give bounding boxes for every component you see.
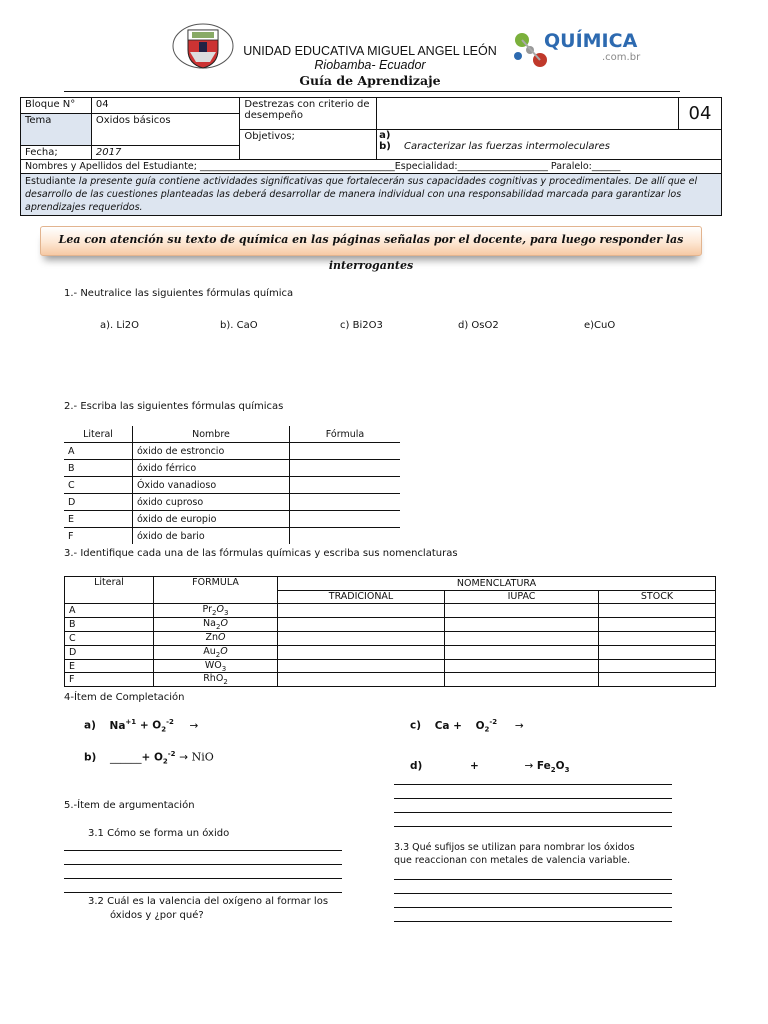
answer-line[interactable] [64,850,342,851]
info-table [20,97,722,216]
q3-table [64,576,716,687]
student-text: la presente guía contiene actividades significativas que fortalecerán sus capacidades cognitivas y procedimentales. De allí que el desarrollo de las cuestiones planteadas las deberá desarrollar de manera individual con una responsabilidad marcada para garantizar los aprendizajes requeridos. [25,176,698,213]
answer-line[interactable] [394,798,672,799]
q3-literal: A [65,604,154,618]
q2-formula-d[interactable] [290,494,401,511]
q4-title: 4-Ítem de Completación [64,692,185,703]
q4-c-o-charge: -2 [489,718,498,726]
q2-literal-a: A [64,443,133,460]
q2-header-literal: Literal [64,426,133,443]
tema-label: Tema [21,114,92,146]
q4-b-result: NiO [191,750,214,764]
q3-formula-part: 3 [223,608,229,617]
objetivo-b-text: Caracterizar las fuerzas intermoleculares [404,141,610,152]
q4-d-o-sub: 3 [564,766,570,775]
q3-formula [154,659,278,673]
header-divider [64,91,680,92]
q3-answer-tradicional[interactable] [278,631,445,645]
q3-literal: D [65,645,154,659]
school-city: Riobamba- Ecuador [314,58,426,72]
objetivo-a: a) [379,130,391,141]
q4-a-arrow: → [189,719,199,732]
q3-answer-iupac[interactable] [445,673,599,687]
q3-formula [154,631,278,645]
q3-answer-tradicional[interactable] [278,604,445,618]
q3-formula-part: Au [203,645,216,657]
q4-d-arrow: → [524,760,534,772]
q3-row [65,631,716,645]
q4-a-o-sub: 2 [161,725,167,734]
q3-row [65,673,716,687]
q3-answer-tradicional[interactable] [278,617,445,631]
q4-a-plus-o: + O [139,719,162,732]
q3-answer-stock[interactable] [599,659,716,673]
q5-3-3-line1: 3.3 Qué sufijos se utilizan para nombrar los óxidos [394,842,635,853]
q3-literal: F [65,673,154,687]
q2-formula-f[interactable] [290,528,401,545]
q2-name-d: óxido cuproso [133,494,290,511]
q3-answer-iupac[interactable] [445,604,599,618]
bloque-label: Bloque N° [21,98,92,114]
q4-a-label: a) [84,719,96,732]
q2-header-nombre: Nombre [133,426,290,443]
objetivo-b-label: b) [379,141,391,152]
q3-answer-iupac[interactable] [445,631,599,645]
q3-formula [154,617,278,631]
q3-literal: B [65,617,154,631]
answer-line[interactable] [64,864,342,865]
q2-name-e: óxido de europio [133,511,290,528]
objetivos-label: Objetivos; [240,130,377,160]
q3-header-tradicional: TRADICIONAL [278,590,445,604]
q4-equation-d [410,760,569,774]
block-number: 04 [679,98,722,130]
student-instructions [21,174,722,216]
q2-literal-c: C [64,477,133,494]
q3-formula-part: O [218,631,226,643]
q2-literal-d: D [64,494,133,511]
q3-formula-part: 2 [212,608,217,617]
logo-subtext: .com.br [602,52,641,63]
q4-equation-c [410,718,524,734]
q4-a-na: Na [109,719,126,732]
fecha-value: 2017 [91,146,240,160]
q1-title: 1.- Neutralice las siguientes fórmulas química [64,288,294,299]
q4-equation-b [84,750,214,766]
q3-answer-iupac[interactable] [445,617,599,631]
destrezas-value [377,98,679,130]
q3-formula-part: 2 [215,622,221,631]
answer-line[interactable] [394,826,672,827]
q3-formula [154,673,278,687]
q4-c-ca: Ca + [434,719,462,732]
q5-3-1: 3.1 Cómo se forma un óxido [88,828,230,839]
q3-formula-part: WO [204,659,222,671]
answer-line[interactable] [394,921,672,922]
q4-c-arrow: → [514,719,524,732]
objetivos-list [377,130,722,160]
school-name: UNIDAD EDUCATIVA MIGUEL ANGEL LEÓN [243,44,497,58]
q4-b-o-charge: -2 [167,750,176,758]
q3-row [65,645,716,659]
q3-formula-part: O [216,604,224,615]
q3-formula [154,645,278,659]
q2-title: 2.- Escriba las siguientes fórmulas químicas [64,401,284,412]
q2-literal-b: B [64,460,133,477]
logo-text: QUÍMICA [544,30,638,52]
q4-a-na-charge: +1 [125,718,137,726]
q2-name-a: óxido de estroncio [133,443,290,460]
q2-name-f: óxido de bario [133,528,290,545]
q3-literal: C [65,631,154,645]
q3-answer-tradicional[interactable] [278,659,445,673]
q1-item-d: d) OsO2 [458,320,499,331]
bloque-value: 04 [91,98,240,114]
q3-answer-stock[interactable] [599,673,716,687]
q4-b-arrow: → [179,751,188,764]
q1-item-b: b). CaO [220,320,258,331]
q3-row [65,659,716,673]
document-title: Guía de Aprendizaje [299,73,441,88]
q3-answer-stock[interactable] [599,617,716,631]
fecha-label: Fecha; [21,146,92,160]
q4-c-o: O [475,719,485,732]
q4-d-label: d) [410,760,423,772]
destrezas-label: Destrezas con criterio de desempeño [240,98,377,130]
q3-answer-iupac[interactable] [445,659,599,673]
q3-answer-iupac[interactable] [445,645,599,659]
q3-formula-part: Pr [202,604,213,615]
answer-line[interactable] [394,812,672,813]
answer-line[interactable] [64,878,342,879]
q2-name-b: óxido férrico [133,460,290,477]
q2-header-formula: Fórmula [290,426,401,443]
q2-literal-f: F [68,530,74,542]
q2-literal-e: E [64,511,133,528]
q4-equation-a [84,718,198,734]
answer-line[interactable] [394,893,672,894]
q3-formula-part: RhO [203,673,224,685]
q3-header-iupac: IUPAC [445,590,599,604]
q3-formula-part: 3 [221,664,227,673]
q3-answer-stock[interactable] [599,631,716,645]
q3-answer-tradicional[interactable] [278,645,445,659]
tema-value: Oxidos básicos [91,114,240,146]
q4-a-o-charge: -2 [166,718,174,726]
instruction-banner: Lea con atención su texto de química en las páginas señalas por el docente, para luego responder las interrogantes [40,226,702,256]
q3-header-literal: Literal [65,577,154,604]
school-crest-logo [170,22,236,72]
q2-formula-e[interactable] [290,511,401,528]
q4-d-o: O [555,760,565,772]
q3-answer-stock[interactable] [599,604,716,618]
student-names-line: Nombres y Apellidos del Estudiante; _________________________________________Especialidad:___________________ Paralelo:______ [21,160,722,174]
q1-item-a: a). Li2O [100,320,139,331]
q3-formula-part: Na [203,617,216,629]
q5-3-2-line1: 3.2 Cuál es la valencia del oxígeno al formar los [88,896,329,907]
q5-3-3-line2: que reaccionan con metales de valencia variable. [394,855,631,866]
q1-item-e: e)CuO [584,320,616,331]
q4-b-plus-o: + O [141,751,163,764]
q3-formula-part: 2 [223,678,228,687]
q3-header-formula: FORMULA [154,577,278,604]
q3-formula-part: 2 [215,650,221,659]
q4-b-label: b) [84,751,97,764]
q2-formula-a[interactable] [290,443,401,460]
q3-formula-part: Zn [205,631,219,643]
q4-d-fe-sub: 2 [550,766,556,775]
q3-row [65,617,716,631]
q4-c-label: c) [410,719,422,732]
q4-c-o-sub: 2 [484,725,490,734]
answer-line[interactable] [394,907,672,908]
q3-formula [154,604,278,618]
q3-literal: E [65,659,154,673]
q2-formula-b[interactable] [290,460,401,477]
q3-answer-stock[interactable] [599,645,716,659]
q4-d-fe: Fe [536,760,551,772]
answer-line[interactable] [64,892,342,893]
q4-d-plus: + [469,760,479,772]
q3-formula-part: O [220,645,228,657]
answer-line[interactable] [394,784,672,785]
q1-item-c: c) Bi2O3 [340,320,383,331]
q3-formula-part: O [220,617,228,629]
q3-row [65,604,716,618]
answer-line[interactable] [394,879,672,880]
q3-header-stock: STOCK [599,590,716,604]
q4-b-o-sub: 2 [162,757,168,766]
q4-b-blank[interactable]: ______ [109,751,142,764]
q3-header-nomenclatura: NOMENCLATURA [278,577,716,591]
q2-formula-c[interactable] [290,477,401,494]
quimica-logo [510,24,650,72]
q2-name-c: Óxido vanadioso [133,477,290,494]
q3-title: 3.- Identifique cada una de las fórmulas químicas y escriba sus nomenclaturas [64,548,458,559]
q5-title: 5.-Ítem de argumentación [64,800,195,811]
q3-answer-tradicional[interactable] [278,673,445,687]
q2-table [64,426,400,544]
q5-3-2-line2: óxidos y ¿por qué? [110,910,204,921]
student-label: Estudiante [25,176,76,187]
